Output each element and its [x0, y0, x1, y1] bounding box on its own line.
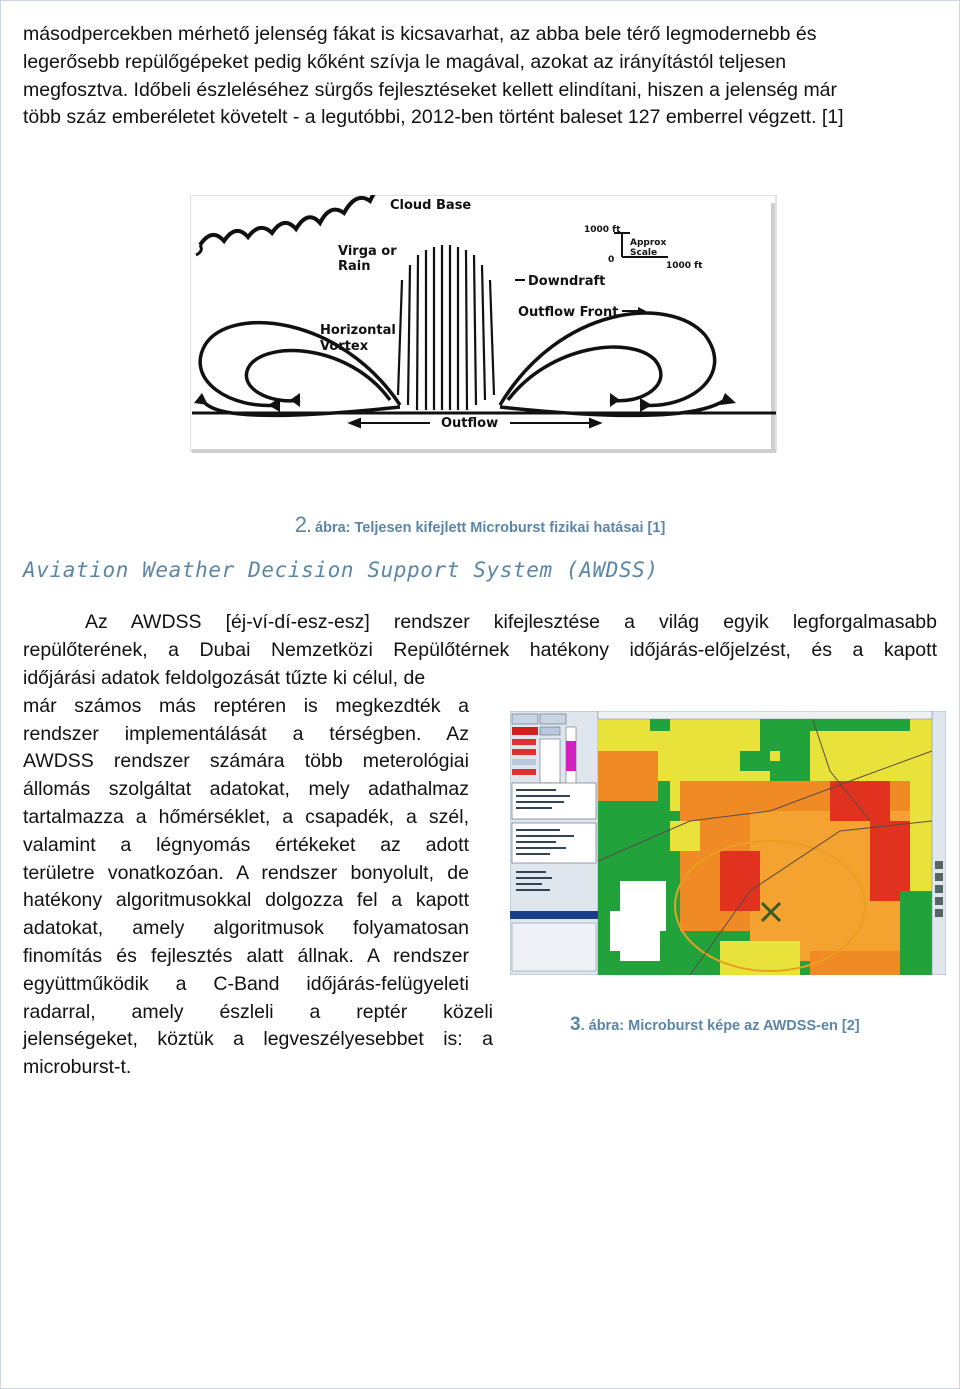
awdss-line: területre vonatkozóan. A rendszer bonyolult, de — [23, 861, 469, 884]
figure-2-number: 2 — [294, 512, 307, 537]
awdss-line: repülőterének, a Dubai Nemzetközi Repülőtérnek hatékony időjárás-előjelzést, és a kapott — [23, 638, 937, 661]
intro-line: több száz emberéletet követelt - a legutóbbi, 2012-ben történt baleset 127 emberrel végzett. [1] — [23, 106, 844, 129]
awdss-paragraph-wrapped — [23, 665, 493, 1082]
awdss-line: tartalmazza a hőmérséklet, a csapadék, a szél, — [23, 805, 469, 828]
awdss-line: radarral, amely észleli a reptér közeli — [23, 1000, 493, 1023]
awdss-line: már számos más reptéren is megkezdték a — [23, 694, 469, 717]
awdss-line: együttműködik a C-Band időjárás-felügyeleti — [23, 972, 469, 995]
label-outflow-front: Outflow Front — [518, 305, 619, 320]
label-virga-2: Rain — [338, 259, 371, 274]
awdss-radar-screenshot — [510, 711, 946, 975]
awdss-line: rendszer implementálását a térségben. Az — [23, 722, 469, 745]
awdss-line: AWDSS rendszer számára több meterológiai — [23, 750, 469, 773]
awdss-right-toolbar — [932, 711, 946, 975]
label-downdraft: Downdraft — [528, 274, 606, 289]
figure-3-caption — [570, 1014, 860, 1036]
figure-3-number: 3 — [570, 1014, 581, 1035]
radar-reflectivity-field — [598, 711, 932, 975]
intro-line: legerősebb repülőgépeket pedig kőként szívja le magával, azokat az irányítástól teljesen — [23, 50, 787, 73]
label-cloud-base: Cloud Base — [390, 198, 472, 213]
label-scale-approx-2: Scale — [630, 248, 658, 258]
label-vortex-1: Horizontal — [320, 323, 396, 338]
label-scale-1000-right: 1000 ft — [666, 261, 703, 271]
figure-2-caption — [0, 512, 960, 538]
awdss-line: hatékony algoritmusokkal dolgozza fel a kapott — [23, 889, 469, 912]
label-scale-1000-top: 1000 ft — [584, 225, 621, 235]
intro-line: megfosztva. Időbeli észleléséhez sürgős fejlesztéseket kellett elindítani, hiszen a jelenség már — [23, 78, 838, 101]
intro-line: másodpercekben mérhető jelenség fákat is kicsavarhat, az abba bele térő legmodernebb és — [23, 23, 817, 45]
figure-2-caption-text: . ábra: Teljesen kifejlett Microburst fizikai hatásai [1] — [306, 520, 666, 536]
label-outflow: Outflow — [441, 416, 499, 431]
label-vortex-2: Vortex — [320, 339, 369, 354]
awdss-line: microburst-t. — [23, 1056, 132, 1079]
awdss-line: finomítás és fejlesztés alatt állnak. A rendszer — [23, 944, 469, 967]
awdss-line: jelenségeket, köztük a legveszélyesebbet is: a — [23, 1028, 493, 1051]
awdss-line: Az AWDSS [éj-ví-dí-esz-esz] rendszer kifejlesztése a világ egyik legforgalmasabb — [85, 611, 937, 633]
awdss-line: állomás szolgáltat adatokat, mely adathalmaz — [23, 778, 469, 801]
awdss-paragraph-top — [23, 609, 937, 665]
microburst-diagram — [190, 195, 780, 455]
awdss-line: adatokat, amely algoritmusok folyamatosan — [23, 917, 469, 940]
label-virga-1: Virga or — [338, 244, 397, 259]
label-scale-zero: 0 — [608, 255, 615, 265]
figure-3-caption-text: . ábra: Microburst képe az AWDSS-en [2] — [580, 1018, 860, 1034]
awdss-line: valamint a légnyomás értékeket az adott — [23, 833, 469, 856]
label-scale-approx-1: Approx — [630, 238, 667, 248]
awdss-line: időjárási adatok feldolgozását tűzte ki célul, de — [23, 667, 426, 689]
section-heading: Aviation Weather Decision Support System (AWDSS) — [23, 558, 659, 582]
intro-paragraph — [23, 21, 923, 132]
